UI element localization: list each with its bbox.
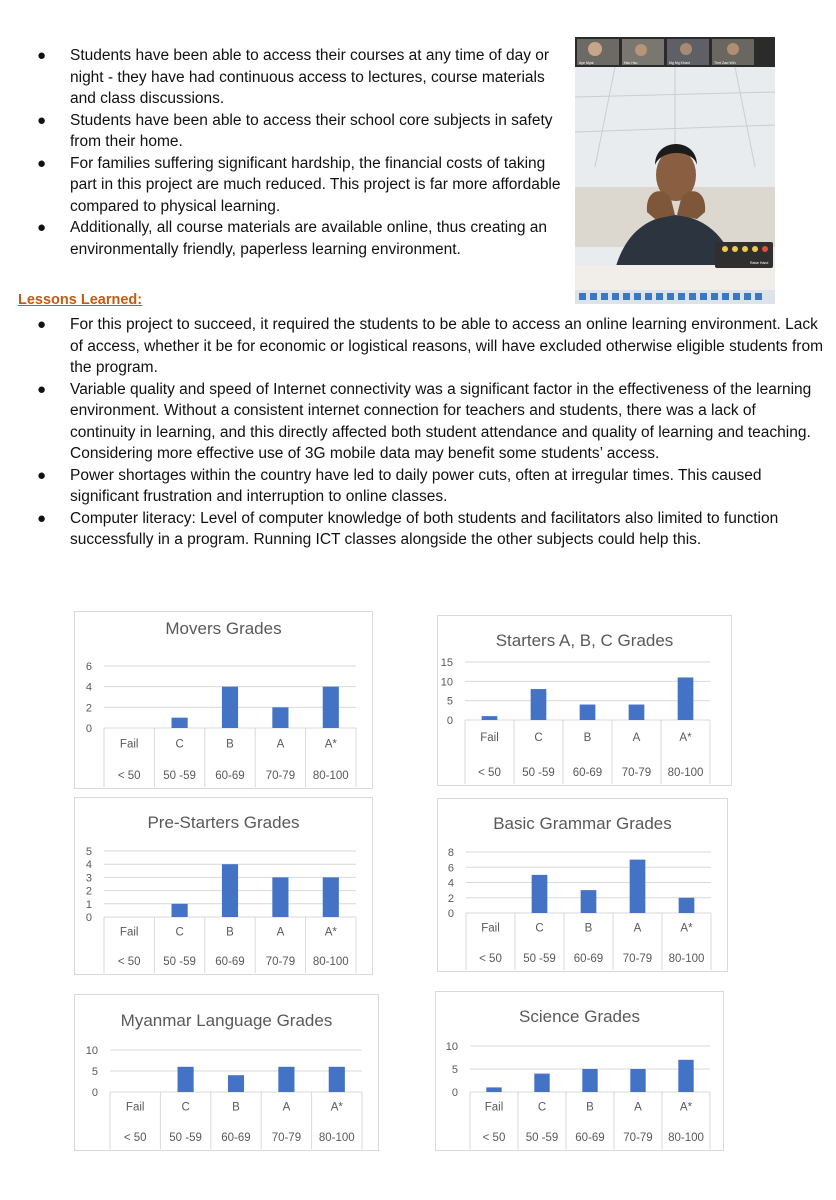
x-category-label: Fail bbox=[484, 1101, 504, 1114]
bar bbox=[679, 898, 695, 913]
x-category-label: C bbox=[175, 926, 184, 939]
x-category-label: Fail bbox=[119, 926, 139, 939]
movers-grades-chart bbox=[74, 611, 373, 789]
video-call-screenshot bbox=[575, 37, 775, 304]
x-range-label: 70-79 bbox=[265, 956, 296, 968]
bullet-icon: ● bbox=[37, 219, 47, 236]
x-range-label: 60-69 bbox=[573, 953, 604, 965]
x-range-label: 50 -59 bbox=[525, 1132, 559, 1144]
bar bbox=[582, 1069, 597, 1092]
x-range-label: < 50 bbox=[482, 1132, 506, 1144]
bar bbox=[222, 687, 238, 728]
bar bbox=[329, 1067, 345, 1092]
y-tick-label: 0 bbox=[85, 912, 92, 924]
x-category-label: C bbox=[534, 732, 543, 745]
y-tick-label: 5 bbox=[85, 846, 92, 858]
x-category-label: A bbox=[276, 926, 285, 939]
y-tick-label: 0 bbox=[451, 1087, 458, 1099]
list-item bbox=[18, 314, 823, 379]
y-tick-label: 1 bbox=[85, 898, 92, 911]
x-range-label: < 50 bbox=[478, 767, 501, 779]
list-item bbox=[18, 45, 570, 110]
bar bbox=[531, 689, 547, 720]
y-tick-label: 5 bbox=[451, 1064, 458, 1076]
x-range-label: 70-79 bbox=[623, 1132, 653, 1144]
x-category-label: A* bbox=[680, 922, 693, 935]
x-category-label: A* bbox=[679, 732, 692, 745]
pre-starters-grades-chart bbox=[74, 797, 373, 975]
participant-name: Hsu Hsu bbox=[624, 61, 638, 65]
x-category-label: C bbox=[535, 922, 544, 935]
list-item bbox=[18, 110, 570, 153]
y-tick-label: 10 bbox=[85, 1045, 98, 1057]
chart-svg bbox=[74, 994, 379, 1151]
bullet-icon: ● bbox=[37, 380, 47, 398]
x-range-label: 50 -59 bbox=[522, 767, 555, 779]
x-category-label: Fail bbox=[480, 732, 499, 745]
bar bbox=[482, 716, 498, 720]
bar bbox=[678, 677, 694, 720]
chart-svg bbox=[437, 798, 728, 972]
bar bbox=[272, 877, 288, 917]
chart-title: Pre-Starters Grades bbox=[147, 813, 300, 832]
bar bbox=[278, 1067, 294, 1092]
bullet-icon: ● bbox=[37, 111, 47, 129]
x-range-label: 50 -59 bbox=[169, 1132, 202, 1144]
bar bbox=[629, 705, 645, 720]
x-category-label: A* bbox=[324, 738, 337, 751]
bar bbox=[532, 875, 548, 913]
chart-title: Starters A, B, C Grades bbox=[495, 631, 674, 650]
chart-title: Movers Grades bbox=[165, 619, 282, 638]
x-range-label: < 50 bbox=[123, 1132, 147, 1144]
x-range-label: 60-69 bbox=[572, 767, 603, 779]
x-range-label: < 50 bbox=[479, 953, 502, 965]
list-item-text: For families suffering significant hardship, the financial costs of taking part in this project are much reduced. This project is far more affordable compared to physical learning. bbox=[70, 154, 561, 215]
y-tick-label: 6 bbox=[85, 661, 92, 673]
x-range-label: 80-100 bbox=[318, 1132, 355, 1144]
chart-svg bbox=[74, 797, 373, 975]
bar bbox=[222, 864, 238, 917]
y-tick-label: 10 bbox=[445, 1041, 458, 1053]
bullet-icon: ● bbox=[37, 509, 47, 527]
bullet-icon: ● bbox=[37, 466, 47, 484]
chart-title: Myanmar Language Grades bbox=[120, 1011, 333, 1030]
x-range-label: 70-79 bbox=[271, 1132, 302, 1144]
x-category-label: C bbox=[537, 1101, 547, 1114]
x-range-label: 60-69 bbox=[221, 1132, 251, 1144]
x-range-label: 70-79 bbox=[622, 953, 653, 965]
chart-svg bbox=[74, 611, 373, 789]
participant-name: Thet Zaw Win bbox=[714, 61, 736, 65]
x-category-label: B bbox=[584, 922, 593, 935]
x-range-label: 70-79 bbox=[265, 770, 296, 782]
y-tick-label: 2 bbox=[447, 892, 454, 905]
list-item-text: Variable quality and speed of Internet connectivity was a significant factor in the effectiveness of the learning environment. Without a consistent internet connection for teachers and students, there was a lack of continuity in learning, and this directly affected both student attendance and quality of learning and teaching. Considering more effective use of 3G mobile data may benefit some students’ access. bbox=[70, 380, 812, 462]
list-item-text: Computer literacy: Level of computer knowledge of both students and facilitators also limited to function successfully in a program. Running ICT classes alongside the other subjects could help this. bbox=[70, 509, 779, 548]
bar bbox=[678, 1060, 693, 1092]
y-tick-label: 3 bbox=[85, 872, 92, 885]
lessons-learned-heading: Lessons Learned: bbox=[18, 292, 143, 308]
list-item-text: Additionally, all course materials are available online, thus creating an environmentally friendly, paperless learning environment. bbox=[70, 219, 548, 258]
x-category-label: Fail bbox=[481, 922, 500, 935]
science-grades-chart bbox=[435, 991, 724, 1151]
list-item bbox=[18, 465, 823, 508]
myanmar-language-grades-chart bbox=[74, 994, 379, 1151]
lessons-list bbox=[18, 314, 823, 551]
x-category-label: A* bbox=[324, 926, 337, 939]
x-category-label: C bbox=[181, 1101, 190, 1114]
x-range-label: 70-79 bbox=[621, 767, 652, 779]
y-tick-label: 4 bbox=[85, 859, 92, 872]
x-category-label: A bbox=[633, 922, 642, 935]
bar bbox=[272, 707, 288, 728]
x-category-label: Fail bbox=[119, 738, 139, 751]
x-range-label: 80-100 bbox=[668, 953, 705, 965]
x-range-label: 60-69 bbox=[215, 956, 245, 968]
x-category-label: A bbox=[634, 1101, 642, 1114]
y-tick-label: 0 bbox=[85, 723, 92, 735]
y-tick-label: 4 bbox=[85, 681, 92, 694]
bar bbox=[581, 890, 597, 913]
bar bbox=[323, 687, 339, 728]
list-item-text: Students have been able to access their school core subjects in safety from their home. bbox=[70, 111, 553, 150]
y-tick-label: 15 bbox=[440, 657, 453, 669]
bar bbox=[178, 1067, 194, 1092]
x-category-label: A* bbox=[330, 1101, 343, 1114]
x-range-label: < 50 bbox=[117, 770, 141, 782]
bar bbox=[172, 718, 188, 728]
y-tick-label: 0 bbox=[446, 715, 453, 727]
x-category-label: A* bbox=[679, 1101, 693, 1114]
x-category-label: B bbox=[232, 1101, 240, 1114]
x-category-label: A bbox=[282, 1101, 291, 1114]
y-tick-label: 5 bbox=[91, 1066, 98, 1078]
bullet-icon: ● bbox=[37, 316, 47, 333]
chart-title: Basic Grammar Grades bbox=[493, 814, 672, 833]
y-tick-label: 2 bbox=[85, 702, 92, 715]
x-range-label: 60-69 bbox=[215, 770, 245, 782]
list-item-text: For this project to succeed, it required the students to be able to access an online learning environment. Lack of access, whether it be for economic or logistical reasons, will have excluded otherwise eligible students from the program. bbox=[70, 316, 823, 376]
list-item bbox=[18, 508, 823, 551]
bar bbox=[228, 1075, 244, 1092]
x-range-label: 80-100 bbox=[668, 1132, 704, 1144]
x-category-label: A bbox=[632, 732, 641, 745]
starters-grades-chart bbox=[437, 615, 732, 786]
y-tick-label: 10 bbox=[440, 676, 453, 689]
x-range-label: 80-100 bbox=[312, 956, 349, 968]
raise-hand-label: Raise Hand bbox=[750, 261, 769, 265]
participant-name: Mg Mg Khant bbox=[669, 61, 690, 65]
y-tick-label: 5 bbox=[446, 695, 453, 708]
list-item bbox=[18, 379, 823, 465]
x-category-label: B bbox=[586, 1101, 594, 1114]
chart-svg bbox=[435, 991, 724, 1151]
x-category-label: A bbox=[276, 738, 285, 751]
x-category-label: B bbox=[226, 926, 234, 939]
chart-svg bbox=[437, 615, 732, 786]
x-range-label: 60-69 bbox=[575, 1132, 605, 1144]
x-category-label: C bbox=[175, 738, 184, 751]
bar bbox=[580, 705, 596, 720]
x-range-label: 50 -59 bbox=[523, 953, 556, 965]
x-range-label: 80-100 bbox=[312, 770, 349, 782]
bar bbox=[534, 1074, 549, 1092]
list-item bbox=[18, 217, 570, 260]
x-range-label: 50 -59 bbox=[163, 956, 196, 968]
y-tick-label: 0 bbox=[91, 1087, 98, 1099]
bar bbox=[323, 877, 339, 917]
x-range-label: 80-100 bbox=[667, 767, 704, 779]
y-tick-label: 6 bbox=[447, 862, 454, 875]
participant-name: Aye Myat bbox=[579, 61, 594, 65]
x-range-label: < 50 bbox=[117, 956, 141, 968]
list-item-text: Students have been able to access their courses at any time of day or night - they have had continuous access to lectures, course materials and class discussions. bbox=[70, 47, 550, 107]
list-item bbox=[18, 153, 570, 218]
bar bbox=[630, 1069, 645, 1092]
benefits-list bbox=[18, 45, 570, 260]
basic-grammar-grades-chart bbox=[437, 798, 728, 972]
y-tick-label: 4 bbox=[447, 877, 454, 890]
bar bbox=[172, 904, 188, 917]
x-category-label: B bbox=[226, 738, 234, 751]
y-tick-label: 2 bbox=[85, 885, 92, 898]
list-item-text: Power shortages within the country have led to daily power cuts, often at irregular times. This caused significant frustration and interruption to online classes. bbox=[70, 466, 762, 505]
x-range-label: 50 -59 bbox=[163, 770, 196, 782]
y-tick-label: 0 bbox=[447, 908, 454, 920]
chart-title: Science Grades bbox=[519, 1007, 640, 1026]
bullet-icon: ● bbox=[37, 154, 47, 172]
x-category-label: Fail bbox=[125, 1101, 145, 1114]
y-tick-label: 8 bbox=[447, 847, 454, 859]
x-category-label: B bbox=[583, 732, 592, 745]
bar bbox=[486, 1087, 501, 1092]
bar bbox=[630, 860, 646, 913]
bullet-icon: ● bbox=[37, 47, 47, 64]
